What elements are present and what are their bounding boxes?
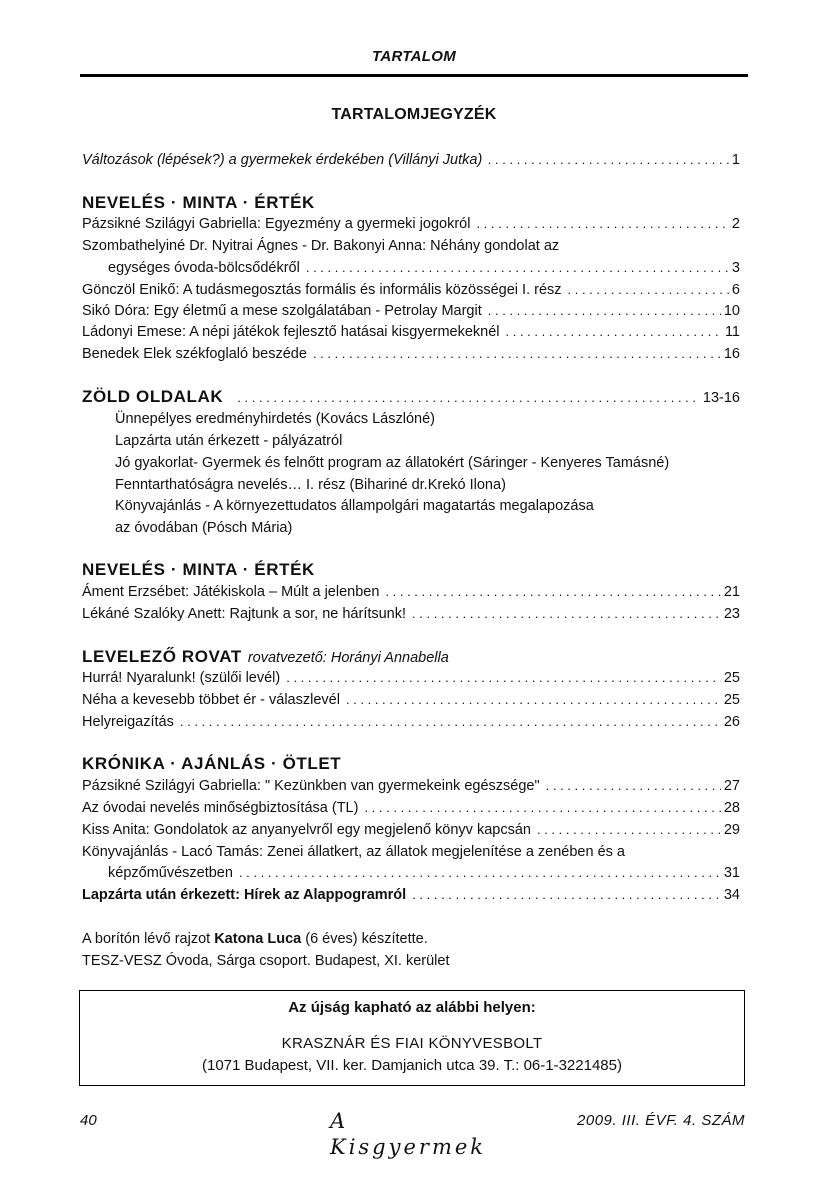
toc-entry (82, 321, 740, 343)
entry-text: Gönczöl Enikő: A tudásmegosztás formális és informális közösségei I. rész (82, 282, 562, 298)
toc-entry (82, 213, 740, 235)
dot-leader (537, 819, 721, 841)
section-title-neveles-1: NEVELÉS · MINTA · ÉRTÉK (82, 193, 315, 212)
section-title-kronika: KRÓNIKA · AJÁNLÁS · ÖTLET (82, 754, 342, 773)
toc-entry (82, 884, 740, 906)
entry-text: Áment Erzsébet: Játékiskola – Múlt a jelenben (82, 584, 380, 600)
toc-title: TARTALOMJEGYZÉK (331, 106, 497, 123)
dot-leader (286, 667, 721, 689)
entry-text: Pázsikné Szilágyi Gabriella: Egyezmény a gyermeki jogokról (82, 216, 471, 232)
cover-artist-name: Katona Luca (214, 931, 302, 947)
cover-note-line-2: TESZ-VESZ Óvoda, Sárga csoport. Budapest, XI. kerület (82, 953, 450, 969)
entry-page: 25 (723, 692, 740, 708)
entry-page: 23 (723, 606, 740, 622)
dot-leader (568, 279, 729, 301)
entry-page: 28 (723, 800, 740, 816)
green-item: Ünnepélyes eredményhirdetés (Kovács Lászlóné) (115, 411, 435, 427)
entry-text: Az óvodai nevelés minőségbiztosítása (TL) (82, 800, 359, 816)
toc-entry (82, 603, 740, 625)
entry-text: Változások (lépések?) a gyermekek érdekében (Villányi Jutka) (82, 152, 483, 168)
entry-page: 31 (723, 865, 740, 881)
entry-page: 16 (723, 346, 740, 362)
entry-page: 6 (731, 282, 740, 298)
entry-page: 1 (731, 152, 740, 168)
footer-page-number: 40 (80, 1112, 97, 1129)
dot-leader (180, 711, 721, 733)
green-item: Fenntarthatóságra nevelés… I. rész (Bihariné dr.Krekó Ilona) (115, 477, 506, 493)
section-title-levelezo: LEVELEZŐ ROVAT (82, 647, 242, 666)
green-item: Lapzárta után érkezett - pályázatról (115, 433, 343, 449)
toc-entry (82, 819, 740, 841)
entry-page: 13-16 (702, 390, 740, 406)
dot-leader (306, 257, 729, 279)
entry-page: 10 (723, 303, 740, 319)
entry-page: 29 (723, 822, 740, 838)
bookstore-address: (1071 Budapest, VII. ker. Damjanich utca 39. T.: 06-1-3221485) (202, 1057, 622, 1074)
green-item: az óvodában (Pósch Mária) (115, 520, 293, 536)
entry-text: Néha a kevesebb többet ér - válaszlevél (82, 692, 340, 708)
dot-leader (488, 300, 721, 322)
section-title-neveles-2: NEVELÉS · MINTA · ÉRTÉK (82, 560, 315, 579)
bookstore-name: KRASZNÁR ÉS FIAI KÖNYVESBOLT (281, 1035, 543, 1052)
entry-page: 21 (723, 584, 740, 600)
dot-leader (546, 775, 721, 797)
entry-text: egységes óvoda-bölcsődékről (108, 260, 300, 276)
entry-page: 11 (724, 324, 740, 340)
toc-entry (82, 581, 740, 603)
dot-leader (237, 387, 700, 409)
toc-entry (82, 797, 740, 819)
cover-note-line-1 (82, 928, 428, 950)
entry-text: Sikó Dóra: Egy életmű a mese szolgálatában - Petrolay Margit (82, 303, 482, 319)
section-levelezo-rovat (82, 646, 449, 669)
footer-magazine-title: A Kisgyermek (330, 1109, 487, 1159)
dot-leader (385, 581, 720, 603)
entry-page: 25 (723, 670, 740, 686)
entry-text: Ládonyi Emese: A népi játékok fejlesztő hatásai kisgyermekeknél (82, 324, 500, 340)
entry-page: 26 (723, 714, 740, 730)
dot-leader (239, 862, 721, 884)
cover-note-text: (6 éves) készítette. (305, 931, 428, 947)
entry-page: 34 (723, 887, 740, 903)
cover-note-text: A borítón lévő rajzot (82, 931, 211, 947)
entry-text: képzőművészetben (108, 865, 233, 881)
entry-page: 3 (731, 260, 740, 276)
green-item: Jó gyakorlat- Gyermek és felnőtt program az állatokért (Sáringer - Kenyeres Tamásné) (115, 455, 670, 471)
dot-leader (488, 149, 729, 171)
dot-leader (506, 321, 722, 343)
dot-leader (346, 689, 721, 711)
dot-leader (412, 603, 721, 625)
entry-text: Hurrá! Nyaralunk! (szülői levél) (82, 670, 281, 686)
entry-text: Pázsikné Szilágyi Gabriella: " Kezünkben van gyermekeink egészsége" (82, 778, 540, 794)
dot-leader (412, 884, 721, 906)
availability-box (79, 990, 745, 1086)
entry-page: 27 (723, 778, 740, 794)
toc-entry-line: Könyvajánlás - Lacó Tamás: Zenei állatkert, az állatok megjelenítése a zenében és a (82, 844, 625, 860)
toc-entry (82, 300, 740, 322)
toc-entry (82, 343, 740, 365)
entry-text: Benedek Elek székfoglaló beszéde (82, 346, 307, 362)
dot-leader (364, 797, 720, 819)
footer-issue: 2009. III. ÉVF. 4. SZÁM (577, 1112, 745, 1129)
toc-entry-intro (82, 149, 740, 171)
entry-text: Kiss Anita: Gondolatok az anyanyelvről egy megjelenő könyv kapcsán (82, 822, 531, 838)
availability-heading: Az újság kapható az alábbi helyen: (288, 999, 536, 1016)
toc-entry (82, 279, 740, 301)
entry-text: Lékáné Szalóky Anett: Rajtunk a sor, ne hárítsunk! (82, 606, 407, 622)
toc-entry (82, 689, 740, 711)
dot-leader (476, 213, 728, 235)
section-title-zold: ZÖLD OLDALAK (82, 387, 224, 406)
toc-entry-line: Szombathelyiné Dr. Nyitrai Ágnes - Dr. Bakonyi Anna: Néhány gondolat az (82, 238, 560, 254)
section-zold-oldalak (82, 386, 740, 409)
toc-entry (82, 862, 740, 884)
section-editor: rovatvezető: Horányi Annabella (247, 650, 449, 666)
entry-text: Helyreigazítás (82, 714, 174, 730)
green-item: Könyvajánlás - A környezettudatos állampolgári magatartás megalapozása (115, 498, 594, 514)
toc-entry (82, 667, 740, 689)
toc-entry (82, 711, 740, 733)
entry-page: 2 (731, 216, 740, 232)
dot-leader (313, 343, 721, 365)
toc-entry (82, 257, 740, 279)
entry-text: Lapzárta után érkezett: Hírek az Alappogramról (82, 887, 407, 903)
header-rule (80, 74, 748, 77)
toc-entry (82, 775, 740, 797)
running-header: TARTALOM (371, 48, 457, 65)
